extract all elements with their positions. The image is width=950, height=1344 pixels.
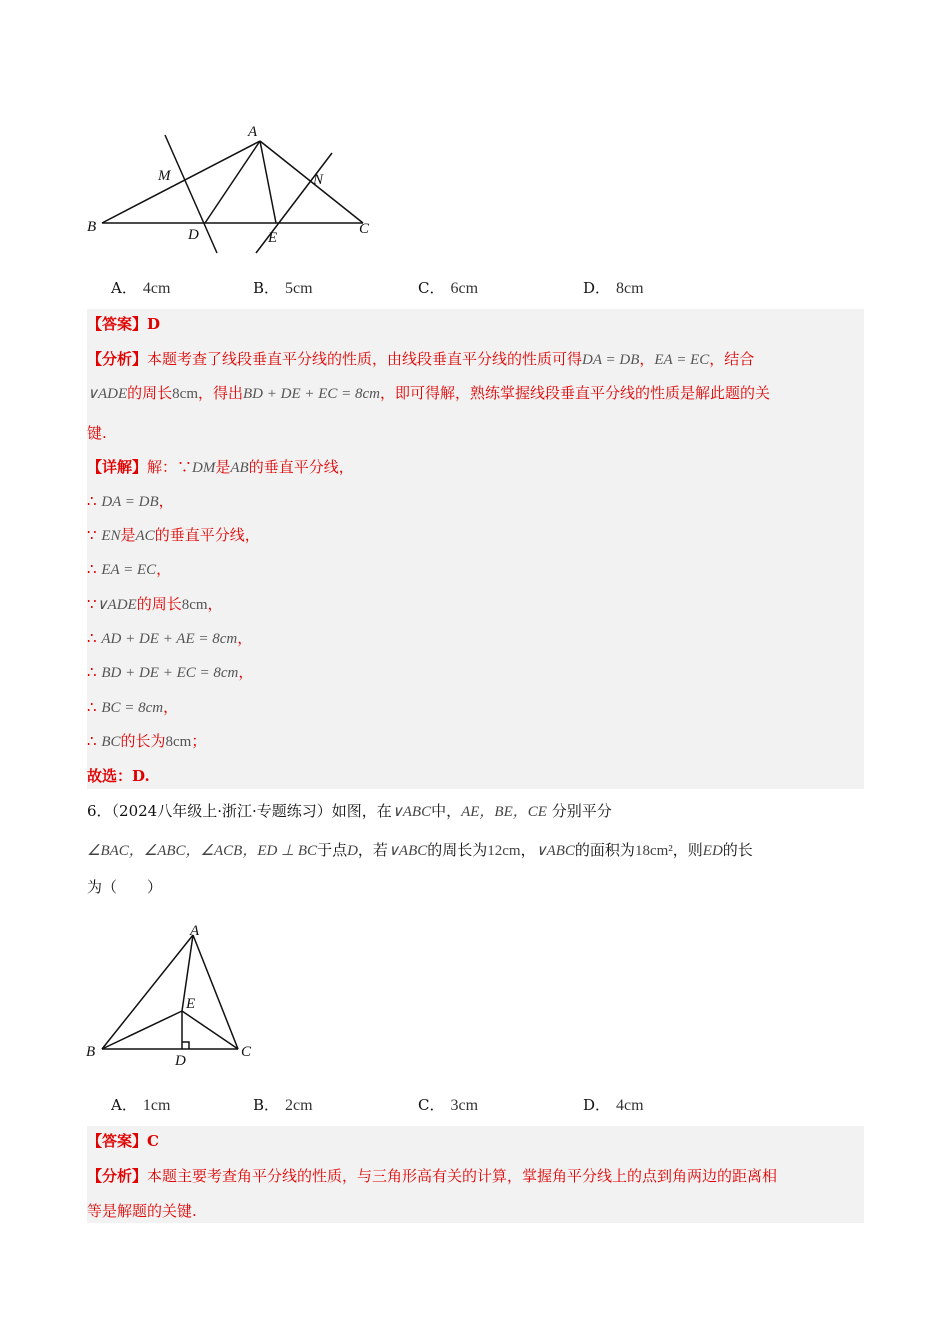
label-C: C bbox=[359, 221, 370, 237]
label-A: A bbox=[248, 124, 258, 140]
q5-step-6: ∴ BD + DE + EC = 8cm， bbox=[87, 663, 254, 681]
label-E: E bbox=[186, 996, 196, 1012]
label-C: C bbox=[241, 1044, 252, 1060]
q5-detail-line-1: 【详解】解：∵DM是AB的垂直平分线， bbox=[87, 458, 354, 476]
segment-AD bbox=[205, 141, 260, 223]
label-D: D bbox=[175, 1053, 186, 1069]
segment-AB bbox=[102, 935, 196, 1049]
segment-AE bbox=[260, 141, 276, 223]
q5-final-choice: 故选：D. bbox=[87, 767, 150, 785]
q5-option-c[interactable]: C． 6cm bbox=[418, 279, 479, 297]
q5-step-7: ∴ BC = 8cm， bbox=[87, 698, 179, 716]
right-angle-mark bbox=[182, 1042, 189, 1049]
label-E: E bbox=[268, 230, 278, 246]
q5-step-3: ∴ EA = EC， bbox=[87, 560, 172, 578]
q5-step-5: ∴ AD + DE + AE = 8cm， bbox=[87, 629, 253, 647]
q6-stem-line-2: ∠BAC，∠ABC，∠ACB，ED ⊥ BC于点D，若∨ABC的周长为12cm，∨ABC的面积为18cm²，则ED的长 bbox=[87, 841, 753, 859]
q6-solution-panel bbox=[87, 1126, 864, 1223]
q5-step-1: ∴ DA = DB， bbox=[87, 492, 174, 510]
q6-option-a[interactable]: A． 1cm bbox=[111, 1096, 171, 1114]
segment-AC bbox=[193, 935, 238, 1049]
q5-analysis-line-3: 键. bbox=[87, 424, 107, 442]
figure-2-triangle bbox=[80, 915, 270, 1075]
q6-answer-line: 【答案】C bbox=[87, 1132, 159, 1150]
q6-analysis-line-2: 等是解题的关键. bbox=[87, 1202, 197, 1220]
q5-analysis-line-1: 【分析】本题考查了线段垂直平分线的性质，由线段垂直平分线的性质可得DA = DB，EA = EC，结合 bbox=[87, 350, 755, 368]
q6-option-d[interactable]: D． 4cm bbox=[583, 1096, 644, 1114]
figure-1-triangle bbox=[80, 115, 390, 255]
q5-step-4: ∵∨ADE的周长8cm， bbox=[87, 595, 223, 613]
label-N: N bbox=[313, 172, 324, 188]
q5-option-d[interactable]: D． 8cm bbox=[583, 279, 644, 297]
label-B: B bbox=[86, 1044, 96, 1060]
q5-option-b[interactable]: B． 5cm bbox=[253, 279, 313, 297]
label-M: M bbox=[158, 168, 171, 184]
q5-step-2: ∵ EN是AC的垂直平分线， bbox=[87, 526, 260, 544]
segment-AB bbox=[102, 141, 260, 223]
q5-step-8: ∴ BC的长为8cm； bbox=[87, 732, 207, 750]
q6-analysis-line-1: 【分析】本题主要考查角平分线的性质，与三角形高有关的计算，掌握角平分线上的点到角两边的距离相 bbox=[87, 1167, 778, 1185]
segment-CE bbox=[182, 1011, 238, 1049]
q5-analysis-line-2: ∨ADE的周长8cm，得出BD + DE + EC = 8cm，即可得解，熟练掌握线段垂直平分线的性质是解此题的关 bbox=[87, 384, 771, 402]
q6-option-c[interactable]: C． 3cm bbox=[418, 1096, 479, 1114]
label-B: B bbox=[87, 219, 97, 235]
q6-stem-line-3: 为（ ） bbox=[87, 878, 163, 896]
q5-option-a[interactable]: A． 4cm bbox=[111, 279, 171, 297]
q6-option-b[interactable]: B． 2cm bbox=[253, 1096, 313, 1114]
segment-BE bbox=[102, 1011, 182, 1049]
label-D: D bbox=[188, 227, 199, 243]
q6-stem-line-1: 6．（2024八年级上·浙江·专题练习）如图，在∨ABC中，AE，BE，CE 分别平分 bbox=[87, 802, 612, 820]
segment-AC bbox=[260, 141, 363, 223]
q5-solution-panel bbox=[87, 309, 864, 789]
label-A: A bbox=[190, 923, 200, 939]
q5-answer-line: 【答案】D bbox=[87, 315, 161, 333]
